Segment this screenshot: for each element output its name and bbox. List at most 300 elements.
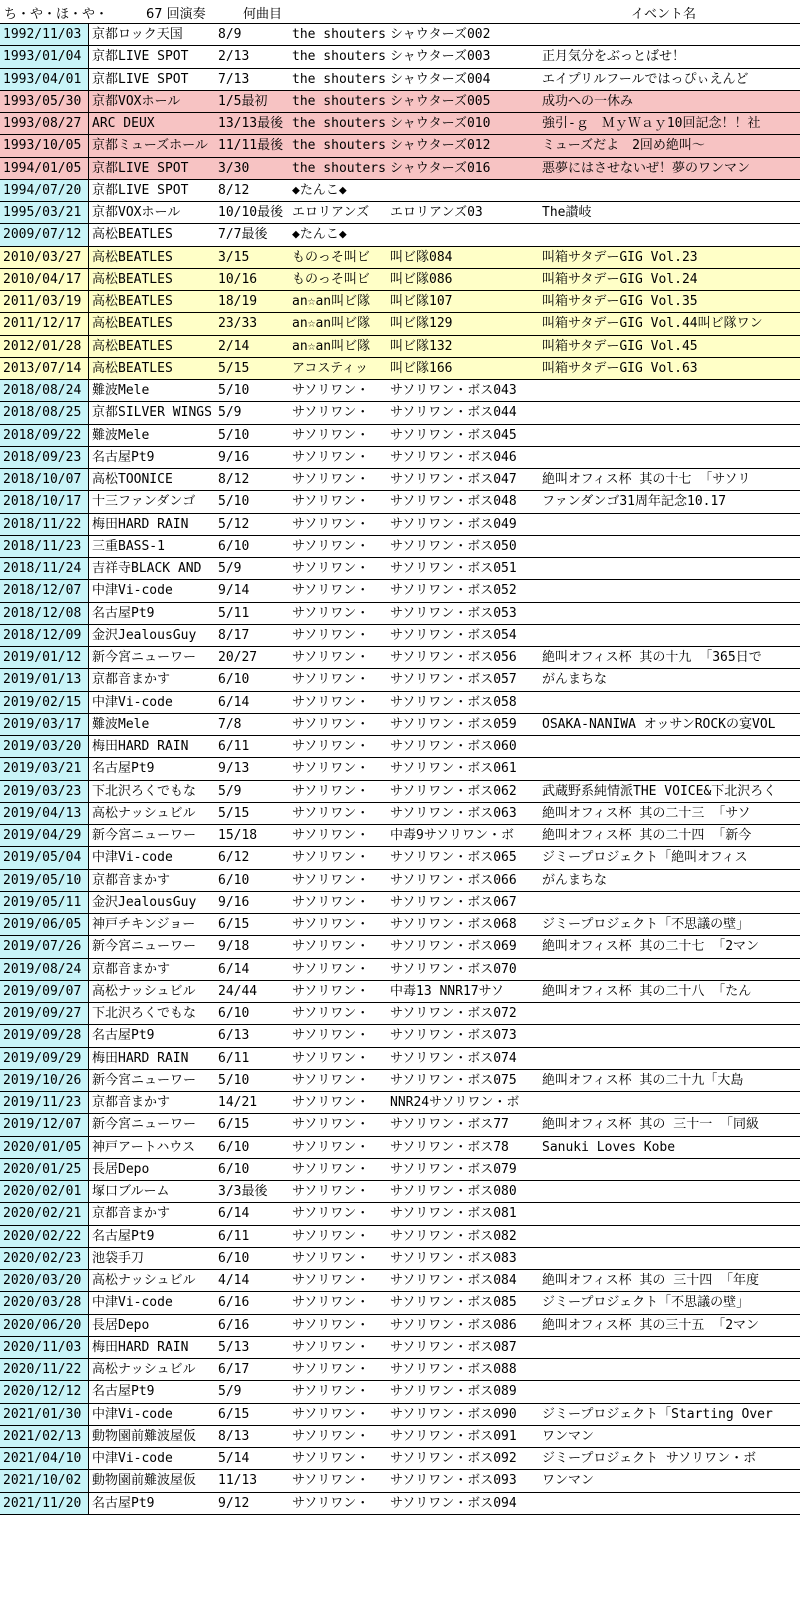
song-cell: 2/13	[218, 49, 250, 65]
gig-cell: サソリワン・ボス088	[390, 1362, 517, 1377]
date-cell: 1993/05/30	[0, 91, 89, 112]
event-cell: 叫箱サタデーGIG Vol.45	[542, 338, 698, 354]
venue-cell: 高松BEATLES	[92, 360, 173, 376]
date-cell: 2021/01/30	[0, 1404, 89, 1425]
table-row	[0, 224, 800, 246]
table-row	[0, 736, 800, 758]
gig-cell: サソリワン・ボス058	[390, 694, 517, 710]
table-row	[0, 447, 800, 469]
date-cell: 2018/08/25	[0, 402, 89, 423]
date-cell: 2019/04/29	[0, 825, 89, 846]
table-row	[0, 580, 800, 602]
date-cell: 2019/09/29	[0, 1048, 89, 1069]
table-row	[0, 202, 800, 224]
band-cell: サソリワン・	[292, 1273, 370, 1288]
song-cell: 5/9	[218, 783, 242, 799]
table-row	[0, 1092, 800, 1114]
table-row	[0, 603, 800, 625]
gig-cell: サソリワン・ボス047	[390, 472, 517, 487]
date-cell: 2019/01/13	[0, 669, 89, 690]
event-cell	[539, 1159, 800, 1180]
sheet-title: ち・や・ほ・や・	[4, 7, 109, 22]
table-row	[0, 1270, 800, 1292]
venue-cell: 名古屋Pt9	[92, 449, 155, 465]
date-cell: 2019/09/28	[0, 1025, 89, 1046]
song-cell: 5/10	[218, 383, 250, 398]
event-cell	[539, 180, 800, 201]
song-cell: 3/3最後	[218, 1184, 268, 1199]
band-cell: サソリワン・	[292, 783, 370, 799]
gig-cell: エロリアンズ03	[390, 205, 483, 220]
gig-cell: サソリワン・ボス081	[390, 1206, 517, 1222]
event-cell: 絶叫オフィス杯 其の二十四 「新今	[542, 828, 752, 843]
song-cell: 9/16	[218, 449, 250, 465]
band-cell: サソリワン・	[292, 605, 370, 621]
date-cell: 2018/10/17	[0, 491, 89, 512]
venue-cell: 中津Vi-code	[92, 1295, 173, 1311]
song-cell: 8/12	[218, 182, 250, 198]
date-cell: 2018/11/23	[0, 536, 89, 557]
event-cell	[539, 1003, 800, 1024]
event-cell	[539, 558, 800, 579]
venue-cell: 難波Mele	[92, 383, 150, 398]
table-row	[0, 558, 800, 580]
table-row	[0, 1003, 800, 1025]
event-cell	[539, 536, 800, 557]
table-row	[0, 425, 800, 447]
venue-cell: 新今宮ニューワー	[92, 828, 197, 843]
venue-cell: 京都音まかす	[92, 961, 171, 977]
song-cell: 8/12	[218, 472, 250, 487]
band-cell: ものっそ叫ビ	[292, 271, 370, 287]
venue-cell: 京都ミューズホール	[92, 138, 208, 154]
venue-cell: 下北沢ろくでもな	[92, 783, 197, 799]
venue-cell: 梅田HARD RAIN	[92, 516, 189, 532]
event-cell: ジミープロジェクト サソリワン・ボ	[542, 1451, 757, 1466]
date-cell: 2018/10/07	[0, 469, 89, 490]
venue-cell: 池袋手刀	[92, 1250, 145, 1266]
song-cell: 6/10	[218, 1161, 250, 1177]
band-cell: サソリワン・	[292, 1050, 370, 1066]
event-cell: エイプリルフールではっぴぃえんど	[542, 71, 749, 87]
date-cell: 2018/09/22	[0, 425, 89, 446]
date-cell: 2020/01/25	[0, 1159, 89, 1180]
table-row	[0, 514, 800, 536]
venue-cell: 中津Vi-code	[92, 1406, 173, 1422]
date-cell: 2011/03/19	[0, 291, 89, 312]
table-row	[0, 647, 800, 669]
band-cell: サソリワン・	[292, 1028, 370, 1044]
venue-cell: 京都LIVE SPOT	[92, 49, 189, 65]
song-cell: 5/13	[218, 1339, 250, 1355]
band-cell: サソリワン・	[292, 449, 370, 465]
band-cell: サソリワン・	[292, 1006, 370, 1021]
gig-cell: 叫ビ隊166	[390, 360, 453, 376]
event-cell: 絶叫オフィス杯 其の二十三 「サソ	[542, 805, 751, 821]
event-cell	[539, 692, 800, 713]
band-cell: サソリワン・	[292, 1095, 370, 1110]
gig-cell: サソリワン・ボス066	[390, 872, 517, 888]
gig-cell: 中毒13 NNR17サソ	[390, 983, 504, 999]
song-cell: 3/15	[218, 249, 250, 265]
date-cell: 2018/11/24	[0, 558, 89, 579]
venue-cell: 京都VOXホール	[92, 205, 181, 220]
date-cell: 2018/12/07	[0, 580, 89, 601]
band-cell: サソリワン・	[292, 1228, 370, 1244]
song-cell: 13/13最後	[218, 116, 284, 131]
event-cell: 悪夢にはさせないぜ！夢のワンマン	[542, 160, 751, 176]
song-cell: 6/10	[218, 538, 250, 554]
song-cell: 6/10	[218, 1139, 250, 1155]
table-row	[0, 1448, 800, 1470]
date-cell: 2019/09/27	[0, 1003, 89, 1024]
song-cell: 24/44	[218, 983, 258, 999]
table-row	[0, 1248, 800, 1270]
date-cell: 2019/06/05	[0, 914, 89, 935]
song-cell: 7/13	[218, 71, 250, 87]
venue-cell: 新今宮ニューワー	[92, 939, 197, 955]
gig-cell: サソリワン・ボス084	[390, 1273, 517, 1288]
table-row	[0, 1181, 800, 1203]
table-row	[0, 758, 800, 780]
venue-cell: 中津Vi-code	[92, 1451, 173, 1466]
table-row	[0, 269, 800, 291]
event-column-header: イベント名	[631, 7, 697, 22]
table-row	[0, 892, 800, 914]
event-cell: ワンマン	[542, 1473, 595, 1489]
event-cell	[539, 1203, 800, 1224]
venue-cell: 新今宮ニューワー	[92, 1072, 197, 1088]
song-column-header: 何曲目	[243, 7, 283, 22]
venue-cell: 京都LIVE SPOT	[92, 160, 189, 176]
date-cell: 2020/02/01	[0, 1181, 89, 1202]
table-row	[0, 914, 800, 936]
gig-cell: サソリワン・ボス082	[390, 1228, 517, 1244]
venue-cell: 長居Depo	[92, 1161, 150, 1177]
event-cell	[539, 1226, 800, 1247]
venue-cell: 京都音まかす	[92, 1206, 171, 1222]
song-cell: 23/33	[218, 316, 258, 332]
band-cell: サソリワン・	[292, 405, 370, 421]
table-row	[0, 1381, 800, 1403]
song-cell: 9/12	[218, 1495, 250, 1511]
gig-cell: シャウターズ005	[390, 93, 491, 109]
venue-cell: 高松BEATLES	[92, 316, 173, 332]
date-cell: 1992/11/03	[0, 24, 89, 45]
song-cell: 6/10	[218, 672, 250, 688]
venue-cell: 中津Vi-code	[92, 694, 173, 710]
table-row	[0, 714, 800, 736]
event-cell	[539, 1337, 800, 1358]
table-row	[0, 180, 800, 202]
event-cell: ミューズだよ 2回め絶叫～	[542, 138, 705, 154]
venue-cell: 高松ナッシュビル	[92, 805, 196, 821]
song-cell: 1/5最初	[218, 93, 268, 109]
band-cell: サソリワン・	[292, 1473, 370, 1489]
gig-cell: サソリワン・ボス063	[390, 805, 517, 821]
gig-cell: サソリワン・ボス089	[390, 1384, 517, 1400]
song-cell: 8/13	[218, 1428, 250, 1444]
gig-cell: シャウターズ003	[390, 49, 491, 65]
band-cell: サソリワン・	[292, 961, 370, 977]
band-cell: サソリワン・	[292, 516, 370, 532]
band-cell: サソリワン・	[292, 872, 370, 888]
venue-cell: 名古屋Pt9	[92, 1228, 155, 1244]
event-cell	[539, 380, 800, 401]
table-row	[0, 291, 800, 313]
song-cell: 6/14	[218, 694, 250, 710]
song-cell: 6/15	[218, 917, 250, 932]
date-cell: 2018/12/09	[0, 625, 89, 646]
gig-cell: 叫ビ隊086	[390, 271, 453, 287]
song-cell: 9/13	[218, 761, 250, 777]
band-cell: ◆たんこ◆	[292, 182, 347, 198]
venue-cell: 高松BEATLES	[92, 227, 173, 243]
event-cell: ファンダンゴ31周年記念10.17	[542, 494, 727, 510]
event-cell	[539, 736, 800, 757]
venue-cell: 動物園前難波屋仮	[92, 1428, 197, 1444]
song-cell: 6/11	[218, 739, 250, 754]
gig-cell: 叫ビ隊107	[390, 294, 453, 309]
event-cell	[539, 1092, 800, 1113]
band-cell: サソリワン・	[292, 561, 370, 576]
gig-cell: サソリワン・ボス073	[390, 1028, 517, 1044]
band-cell: サソリワン・	[292, 694, 370, 710]
date-cell: 2019/02/15	[0, 692, 89, 713]
date-cell: 2020/11/03	[0, 1337, 89, 1358]
song-cell: 9/14	[218, 583, 250, 599]
date-cell: 1993/10/05	[0, 135, 89, 156]
song-cell: 20/27	[218, 650, 258, 665]
song-cell: 6/15	[218, 1117, 250, 1133]
event-cell: 叫箱サタデーGIG Vol.44叫ビ隊ワン	[542, 316, 763, 332]
date-cell: 2019/03/21	[0, 758, 89, 779]
date-cell: 1994/01/05	[0, 158, 89, 179]
venue-cell: 塚口ブルーム	[92, 1184, 170, 1199]
gig-cell: サソリワン・ボス068	[390, 917, 517, 932]
table-row	[0, 1404, 800, 1426]
gig-cell: サソリワン・ボス072	[390, 1006, 517, 1021]
venue-cell: 高松ナッシュビル	[92, 983, 196, 999]
event-cell: 絶叫オフィス杯 其の二十七 「2マン	[542, 939, 760, 955]
band-cell: サソリワン・	[292, 828, 370, 843]
gig-cell: サソリワン・ボス051	[390, 561, 517, 576]
event-cell	[539, 402, 800, 423]
venue-cell: 下北沢ろくでもな	[92, 1006, 197, 1021]
song-cell: 6/14	[218, 961, 250, 977]
song-cell: 8/9	[218, 27, 242, 42]
event-cell: 正月気分をぶっとばせ！	[542, 49, 686, 65]
venue-cell: 京都LIVE SPOT	[92, 182, 189, 198]
gig-cell: 中毒9サソリワン・ボ	[390, 828, 515, 843]
venue-cell: 新今宮ニューワー	[92, 1117, 197, 1133]
date-cell: 2019/03/23	[0, 781, 89, 802]
table-row	[0, 1315, 800, 1337]
table-row	[0, 358, 800, 380]
band-cell: エロリアンズ	[292, 205, 370, 220]
gig-cell: サソリワン・ボス050	[390, 538, 517, 554]
band-cell: ◆たんこ◆	[292, 227, 347, 243]
gig-cell: サソリワン・ボス053	[390, 605, 517, 621]
band-cell: the shouters	[292, 116, 386, 131]
gig-cell: サソリワン・ボス052	[390, 583, 517, 599]
date-cell: 2021/11/20	[0, 1493, 89, 1514]
band-cell: サソリワン・	[292, 850, 370, 866]
gig-cell: サソリワン・ボス093	[390, 1473, 517, 1489]
gig-cell: サソリワン・ボス085	[390, 1295, 517, 1311]
song-cell: 10/10最後	[218, 205, 284, 220]
table-row	[0, 113, 800, 135]
date-cell: 2019/07/26	[0, 936, 89, 957]
song-cell: 2/14	[218, 338, 250, 354]
band-cell: サソリワン・	[292, 1317, 370, 1333]
table-row	[0, 1137, 800, 1159]
table-row	[0, 380, 800, 402]
date-cell: 2011/12/17	[0, 313, 89, 334]
date-cell: 2021/10/02	[0, 1470, 89, 1491]
event-cell: 絶叫オフィス杯 其の 三十一 「同級	[542, 1117, 760, 1133]
date-cell: 2020/02/21	[0, 1203, 89, 1224]
band-cell: サソリワン・	[292, 1495, 370, 1511]
band-cell: サソリワン・	[292, 672, 370, 688]
gig-cell: サソリワン・ボス77	[390, 1117, 509, 1133]
table-row	[0, 1470, 800, 1492]
song-cell: 5/15	[218, 360, 250, 376]
song-cell: 6/12	[218, 850, 250, 866]
table-row	[0, 1292, 800, 1314]
gig-cell: シャウターズ004	[390, 71, 491, 87]
event-cell: 叫箱サタデーGIG Vol.63	[542, 360, 698, 376]
table-row	[0, 1426, 800, 1448]
venue-cell: 中津Vi-code	[92, 583, 173, 599]
band-cell: サソリワン・	[292, 1428, 370, 1444]
date-cell: 2020/11/22	[0, 1359, 89, 1380]
song-cell: 5/9	[218, 1384, 242, 1400]
date-cell: 2021/02/13	[0, 1426, 89, 1447]
song-cell: 10/16	[218, 271, 258, 287]
venue-cell: 京都SILVER WINGS	[92, 405, 212, 421]
date-cell: 2018/08/24	[0, 380, 89, 401]
table-row	[0, 781, 800, 803]
gig-cell: サソリワン・ボス070	[390, 961, 517, 977]
venue-cell: 難波Mele	[92, 427, 150, 443]
event-cell: 絶叫オフィス杯 其の十九 「365日で	[542, 650, 762, 665]
event-cell	[539, 447, 800, 468]
band-cell: an☆an叫ビ隊	[292, 316, 371, 332]
venue-cell: 京都VOXホール	[92, 93, 181, 109]
event-cell: 成功への一休み	[542, 93, 634, 109]
song-cell: 6/14	[218, 1206, 250, 1222]
song-cell: 8/17	[218, 627, 250, 643]
venue-cell: 動物園前難波屋仮	[92, 1473, 197, 1489]
gig-cell: シャウターズ012	[390, 138, 491, 154]
table-row	[0, 135, 800, 157]
song-cell: 14/21	[218, 1095, 258, 1110]
band-cell: アコスティッ	[292, 360, 369, 376]
venue-cell: 名古屋Pt9	[92, 761, 155, 777]
event-cell	[539, 959, 800, 980]
band-cell: サソリワン・	[292, 1451, 370, 1466]
band-cell: サソリワン・	[292, 1184, 370, 1199]
event-cell: ジミープロジェクト「不思議の壁」	[542, 917, 750, 932]
band-cell: サソリワン・	[292, 1250, 370, 1266]
band-cell: サソリワン・	[292, 983, 370, 999]
song-cell: 6/13	[218, 1028, 250, 1044]
table-row	[0, 336, 800, 358]
table-row	[0, 692, 800, 714]
band-cell: サソリワン・	[292, 1362, 370, 1377]
band-cell: サソリワン・	[292, 1117, 370, 1133]
band-cell: the shouters	[292, 71, 386, 87]
band-cell: サソリワン・	[292, 472, 370, 487]
date-cell: 2020/03/20	[0, 1270, 89, 1291]
date-cell: 2019/10/26	[0, 1070, 89, 1091]
table-row	[0, 158, 800, 180]
venue-cell: 三重BASS-1	[92, 538, 165, 554]
table-row	[0, 669, 800, 691]
date-cell: 2019/09/07	[0, 981, 89, 1002]
song-cell: 5/9	[218, 561, 242, 576]
gig-cell: サソリワン・ボス094	[390, 1495, 517, 1511]
date-cell: 2020/01/05	[0, 1137, 89, 1158]
song-cell: 18/19	[218, 294, 258, 309]
table-row	[0, 491, 800, 513]
date-cell: 1993/08/27	[0, 113, 89, 134]
band-cell: サソリワン・	[292, 1206, 370, 1222]
date-cell: 2019/03/20	[0, 736, 89, 757]
band-cell: サソリワン・	[292, 761, 370, 777]
band-cell: サソリワン・	[292, 917, 370, 932]
song-cell: 6/16	[218, 1295, 250, 1311]
venue-cell: 神戸チキンジョー	[92, 917, 196, 932]
venue-cell: 吉祥寺BLACK AND	[92, 561, 202, 576]
event-cell: 絶叫オフィス杯 其の二十九「大島	[542, 1072, 744, 1088]
venue-cell: 名古屋Pt9	[92, 1384, 155, 1400]
song-cell: 11/11最後	[218, 138, 284, 154]
gig-cell: サソリワン・ボス092	[390, 1451, 517, 1466]
band-cell: サソリワン・	[292, 1384, 370, 1400]
gig-cell: 叫ビ隊084	[390, 249, 453, 265]
date-cell: 2019/08/24	[0, 959, 89, 980]
date-cell: 1993/01/04	[0, 46, 89, 67]
song-cell: 7/7最後	[218, 227, 268, 243]
table-row	[0, 1025, 800, 1047]
date-cell: 2010/03/27	[0, 247, 89, 268]
gig-cell: シャウターズ016	[390, 160, 491, 176]
gig-cell: サソリワン・ボス043	[390, 383, 517, 398]
event-cell: 絶叫オフィス杯 其の 三十四 「年度	[542, 1273, 760, 1288]
table-row	[0, 959, 800, 981]
table-row	[0, 402, 800, 424]
gig-cell: サソリワン・ボス080	[390, 1184, 517, 1199]
table-row	[0, 981, 800, 1003]
table-row	[0, 247, 800, 269]
venue-cell: 高松BEATLES	[92, 338, 173, 354]
song-cell: 5/12	[218, 516, 250, 532]
band-cell: the shouters	[292, 138, 386, 154]
venue-cell: 難波Mele	[92, 716, 150, 732]
gig-cell	[387, 224, 539, 245]
band-cell: an☆an叫ビ隊	[292, 294, 371, 309]
band-cell: サソリワン・	[292, 939, 370, 955]
song-cell: 11/13	[218, 1473, 258, 1489]
gig-cell: サソリワン・ボス78	[390, 1139, 509, 1155]
gig-cell: シャウターズ002	[390, 27, 491, 42]
date-cell: 2019/12/07	[0, 1114, 89, 1135]
band-cell: サソリワン・	[292, 1161, 370, 1177]
venue-cell: 金沢JealousGuy	[92, 894, 197, 910]
gig-cell: サソリワン・ボス059	[390, 716, 517, 732]
